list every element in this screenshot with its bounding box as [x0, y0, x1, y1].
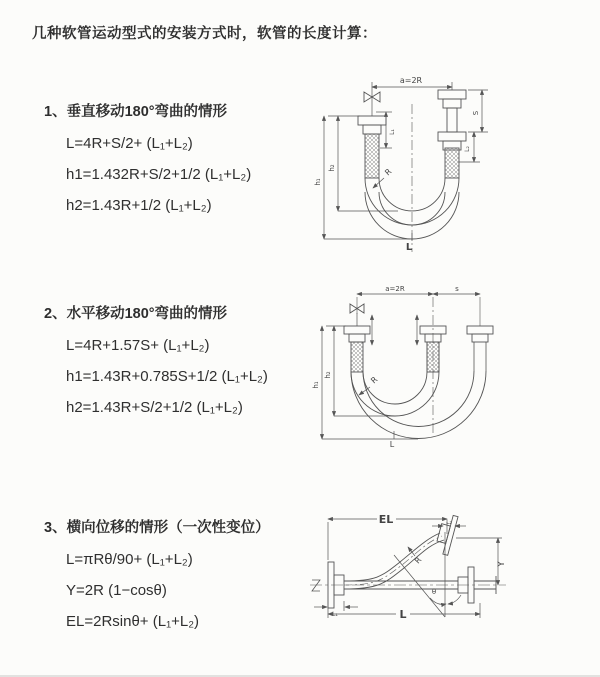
radius-leader — [359, 387, 370, 395]
formula-y: Y=2R (1−cosθ) — [66, 582, 167, 599]
dim-label-theta: θ — [431, 588, 437, 596]
dimension-h1 — [322, 326, 418, 439]
dim-label-s: s — [455, 285, 459, 293]
dim-label-l2: L₂ — [446, 519, 452, 526]
section-3-heading: 3、横向位移的情形（一次性变位） — [44, 520, 270, 536]
middle-flange — [420, 326, 446, 372]
formula-el: EL=2Rsinθ+ (L₁+L₂) — [66, 613, 200, 630]
formula-h2: h2=1.43R+S/2+1/2 (L₁+L₂) — [66, 399, 243, 416]
dim-label-a2r: a=2R — [385, 285, 405, 293]
dimension-y — [456, 538, 502, 585]
section-1 — [44, 103, 314, 228]
formula-h1: h1=1.43R+0.785S+1/2 (L₁+L₂) — [66, 368, 268, 385]
dim-label-l1: L₁ — [332, 611, 338, 618]
dim-label-l2: L₂ — [464, 146, 471, 152]
dim-label-length: L — [399, 608, 407, 621]
diagram-vertical-180-bend — [310, 70, 592, 262]
dim-label-s: S — [472, 110, 480, 116]
centerline — [357, 297, 480, 433]
dim-label-l1: L₁ — [389, 129, 396, 135]
section-3 — [44, 519, 314, 644]
formula-l: L=4R+1.57S+ (L₁+L₂) — [66, 337, 210, 354]
formula-h2: h2=1.43R+1/2 (L₁+L₂) — [66, 197, 212, 214]
dim-label-h2: h₂ — [328, 164, 336, 172]
right-flange — [467, 326, 493, 342]
section-2-heading: 2、水平移动180°弯曲的情形 — [44, 306, 228, 322]
section-2 — [44, 305, 314, 430]
diagram-horizontal-180-bend — [310, 283, 592, 458]
diagram-lateral-displacement — [306, 498, 592, 668]
dim-label-length: L — [389, 440, 395, 449]
dim-label-h1: h₁ — [312, 381, 320, 389]
radius-leader — [373, 178, 384, 188]
formula-l: L=4R+S/2+ (L₁+L₂) — [66, 135, 193, 152]
left-pipe-flange — [358, 116, 386, 178]
dim-label-r: R — [412, 555, 424, 566]
dimension-l1 — [314, 601, 358, 611]
dim-label-h1: h₁ — [314, 178, 322, 186]
dim-label-y: Y — [497, 561, 507, 567]
dim-label-r: R — [383, 166, 394, 178]
formula-l: L=πRθ/90+ (L₁+L₂) — [66, 551, 193, 568]
page-title: 几种软管运动型式的安装方式时，软管的长度计算： — [32, 26, 377, 42]
dim-label-h2: h₂ — [324, 371, 332, 379]
dim-label-r: R — [369, 374, 380, 386]
right-pipe-flange — [438, 90, 466, 178]
formula-h1: h1=1.432R+S/2+1/2 (L₁+L₂) — [66, 166, 252, 183]
left-flange — [344, 326, 370, 372]
dim-label-a2r: a=2R — [399, 76, 423, 85]
break-mark — [312, 580, 320, 591]
section-1-heading: 1、垂直移动180°弯曲的情形 — [44, 104, 228, 120]
hose-u-bends — [351, 342, 486, 439]
dim-label-el: EL — [378, 513, 394, 526]
dim-label-length: L — [405, 242, 413, 253]
